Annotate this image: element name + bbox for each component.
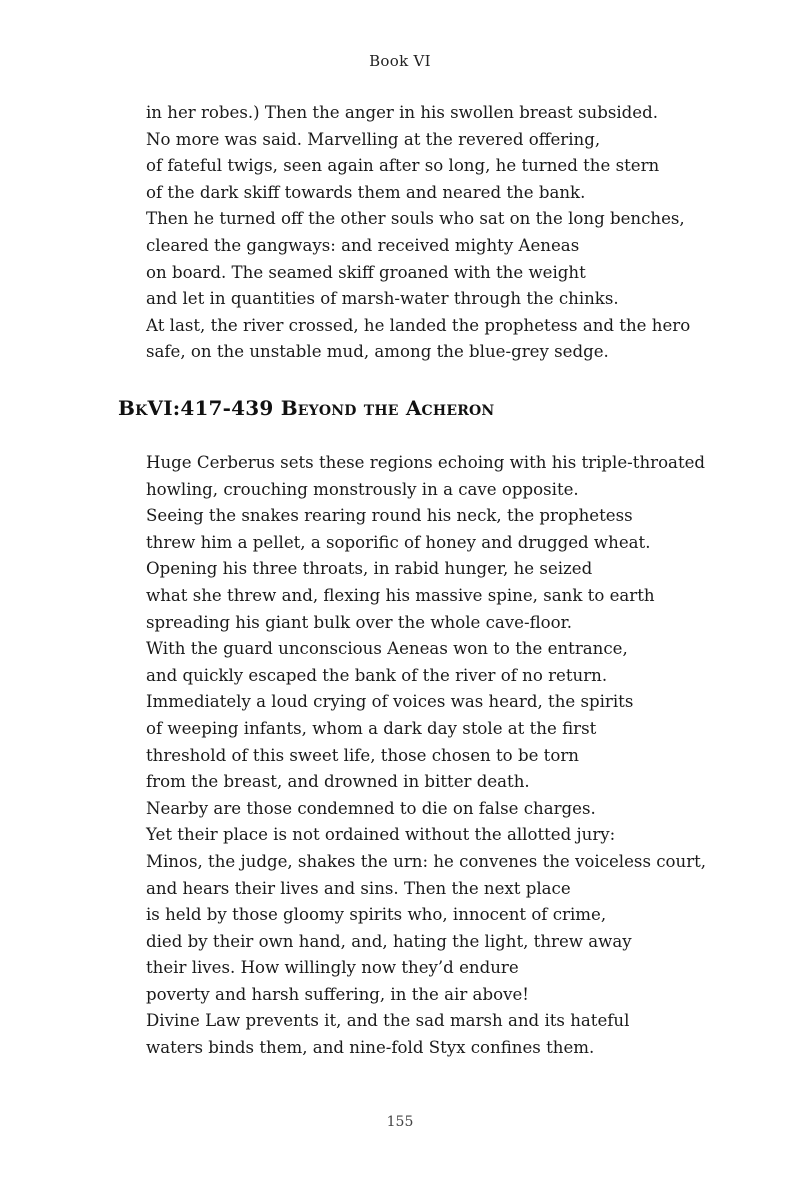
verse-passage-before-heading: [146, 100, 690, 366]
verse-line: cleared the gangways: and received mighty Aeneas: [146, 235, 580, 255]
section-heading: BkVI:417-439 Beyond the Acheron: [118, 396, 495, 420]
page-number: 155: [386, 1114, 414, 1130]
verse-line: howling, crouching monstrously in a cave opposite.: [146, 479, 579, 499]
verse-line: Minos, the judge, shakes the urn: he convenes the voiceless court,: [146, 851, 707, 871]
verse-line: No more was said. Marvelling at the revered offering,: [146, 129, 601, 149]
verse-line: and quickly escaped the bank of the river of no return.: [146, 665, 608, 685]
verse-line: Then he turned off the other souls who sat on the long benches,: [146, 209, 685, 229]
verse-line: threw him a pellet, a soporific of honey and drugged wheat.: [146, 532, 651, 552]
verse-line: poverty and harsh suffering, in the air above!: [146, 984, 529, 1004]
running-head: Book VI: [369, 52, 431, 70]
verse-line: Divine Law prevents it, and the sad marsh and its hateful: [146, 1011, 630, 1031]
verse-line: With the guard unconscious Aeneas won to the entrance,: [146, 639, 628, 659]
verse-passage-after-heading: [146, 450, 706, 1062]
verse-line: At last, the river crossed, he landed the prophetess and the hero: [146, 315, 691, 335]
verse-line: what she threw and, flexing his massive spine, sank to earth: [146, 585, 655, 605]
verse-line: safe, on the unstable mud, among the blue-grey sedge.: [146, 342, 609, 362]
verse-line: Seeing the snakes rearing round his neck, the prophetess: [146, 506, 633, 526]
verse-line: is held by those gloomy spirits who, innocent of crime,: [146, 905, 607, 925]
verse-line: waters binds them, and nine-fold Styx confines them.: [146, 1038, 595, 1058]
verse-line: Yet their place is not ordained without the allotted jury:: [146, 825, 616, 845]
verse-line: and hears their lives and sins. Then the next place: [146, 878, 571, 898]
verse-line: on board. The seamed skiff groaned with the weight: [146, 262, 586, 282]
verse-line: Opening his three throats, in rabid hunger, he seized: [146, 559, 593, 579]
verse-line: of the dark skiff towards them and neared the bank.: [146, 182, 586, 202]
verse-line: of fateful twigs, seen again after so long, he turned the stern: [146, 156, 660, 176]
verse-line: spreading his giant bulk over the whole cave-floor.: [146, 612, 573, 632]
verse-line: of weeping infants, whom a dark day stole at the first: [146, 718, 597, 738]
verse-line: threshold of this sweet life, those chosen to be torn: [146, 745, 579, 765]
verse-line: in her robes.) Then the anger in his swollen breast subsided.: [146, 103, 658, 122]
verse-line: and let in quantities of marsh-water through the chinks.: [146, 289, 619, 309]
verse-line: Immediately a loud crying of voices was heard, the spirits: [146, 692, 634, 712]
verse-line: died by their own hand, and, hating the light, threw away: [146, 931, 632, 951]
verse-line: Nearby are those condemned to die on false charges.: [146, 798, 596, 818]
verse-line: from the breast, and drowned in bitter death.: [146, 772, 530, 792]
verse-line: Huge Cerberus sets these regions echoing with his triple-throated: [146, 453, 706, 472]
verse-line: their lives. How willingly now they’d endure: [146, 958, 519, 978]
